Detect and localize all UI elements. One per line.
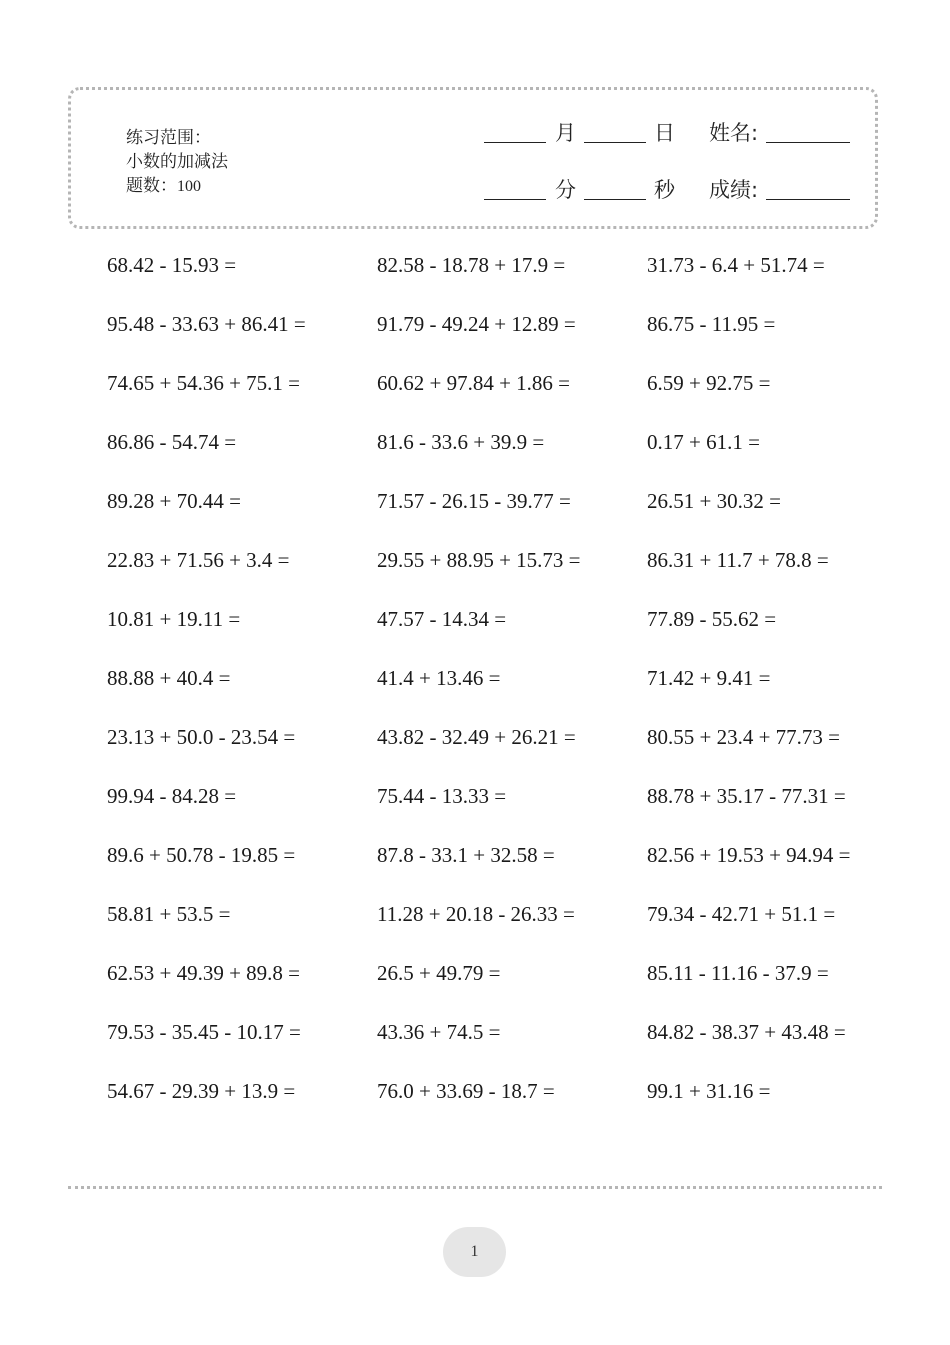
problem-item: 82.58 - 18.78 + 17.9 = — [377, 253, 566, 277]
problem-item: 41.4 + 13.46 = — [377, 666, 501, 690]
practice-range-label: 练习范围： — [126, 128, 211, 148]
practice-info — [126, 126, 228, 199]
name-blank[interactable] — [766, 142, 850, 143]
page-number-badge — [443, 1227, 506, 1277]
practice-range-value: 小数的加减法 — [126, 152, 228, 172]
problem-item: 22.83 + 71.56 + 3.4 = — [107, 548, 290, 572]
problem-item: 86.86 - 54.74 = — [107, 430, 237, 454]
month-blank[interactable] — [484, 142, 546, 143]
day-blank[interactable] — [584, 142, 646, 143]
problem-item: 47.57 - 14.34 = — [377, 607, 507, 631]
problem-item: 84.82 - 38.37 + 43.48 = — [647, 1020, 846, 1044]
problem-item: 80.55 + 23.4 + 77.73 = — [647, 725, 841, 749]
problem-item: 99.94 - 84.28 = — [107, 784, 237, 808]
score-blank[interactable] — [766, 199, 850, 200]
problem-item: 74.65 + 54.36 + 75.1 = — [107, 371, 301, 395]
score-label: 成绩: — [709, 178, 759, 202]
problem-item: 62.53 + 49.39 + 89.8 = — [107, 961, 301, 985]
problem-item: 88.88 + 40.4 = — [107, 666, 231, 690]
problem-item: 29.55 + 88.95 + 15.73 = — [377, 548, 581, 572]
problem-item: 68.42 - 15.93 = — [107, 253, 237, 277]
problem-item: 79.53 - 35.45 - 10.17 = — [107, 1020, 301, 1044]
problem-item: 79.34 - 42.71 + 51.1 = — [647, 902, 836, 926]
problem-item: 77.89 - 55.62 = — [647, 607, 777, 631]
problem-item: 26.5 + 49.79 = — [377, 961, 501, 985]
problem-item: 23.13 + 50.0 - 23.54 = — [107, 725, 296, 749]
problem-item: 31.73 - 6.4 + 51.74 = — [647, 253, 825, 277]
second-label: 秒 — [654, 178, 675, 202]
problem-item: 26.51 + 30.32 = — [647, 489, 781, 513]
minute-label: 分 — [555, 178, 576, 202]
problem-item: 87.8 - 33.1 + 32.58 = — [377, 843, 555, 867]
problem-item: 71.57 - 26.15 - 39.77 = — [377, 489, 571, 513]
problem-item: 81.6 - 33.6 + 39.9 = — [377, 430, 545, 454]
problem-item: 86.75 - 11.95 = — [647, 312, 776, 336]
question-count-value: 100 — [177, 178, 201, 195]
problem-item: 89.6 + 50.78 - 19.85 = — [107, 843, 296, 867]
problem-item: 85.11 - 11.16 - 37.9 = — [647, 961, 829, 985]
problem-item: 0.17 + 61.1 = — [647, 430, 760, 454]
problem-item: 11.28 + 20.18 - 26.33 = — [377, 902, 575, 926]
footer-divider — [68, 1186, 882, 1189]
minute-blank[interactable] — [484, 199, 546, 200]
problem-item: 95.48 - 33.63 + 86.41 = — [107, 312, 306, 336]
problem-item: 99.1 + 31.16 = — [647, 1079, 771, 1103]
time-score-row — [484, 177, 854, 207]
page-number: 1 — [470, 1243, 479, 1260]
problem-item: 82.56 + 19.53 + 94.94 = — [647, 843, 851, 867]
date-name-row — [484, 120, 854, 150]
problem-item: 91.79 - 49.24 + 12.89 = — [377, 312, 576, 336]
problem-item: 71.42 + 9.41 = — [647, 666, 771, 690]
month-label: 月 — [555, 121, 576, 145]
problem-item: 43.82 - 32.49 + 26.21 = — [377, 725, 576, 749]
problem-item: 86.31 + 11.7 + 78.8 = — [647, 548, 829, 572]
second-blank[interactable] — [584, 199, 646, 200]
question-count-label: 题数： — [126, 176, 177, 196]
day-label: 日 — [654, 121, 675, 145]
name-label: 姓名: — [709, 121, 759, 145]
problem-item: 60.62 + 97.84 + 1.86 = — [377, 371, 571, 395]
problem-item: 88.78 + 35.17 - 77.31 = — [647, 784, 846, 808]
problem-item: 76.0 + 33.69 - 18.7 = — [377, 1079, 555, 1103]
problem-item: 10.81 + 19.11 = — [107, 607, 241, 631]
problem-item: 89.28 + 70.44 = — [107, 489, 241, 513]
problem-item: 43.36 + 74.5 = — [377, 1020, 501, 1044]
problem-item: 54.67 - 29.39 + 13.9 = — [107, 1079, 296, 1103]
problem-item: 75.44 - 13.33 = — [377, 784, 507, 808]
problem-item: 58.81 + 53.5 = — [107, 902, 231, 926]
question-count — [126, 174, 228, 199]
problem-item: 6.59 + 92.75 = — [647, 371, 771, 395]
